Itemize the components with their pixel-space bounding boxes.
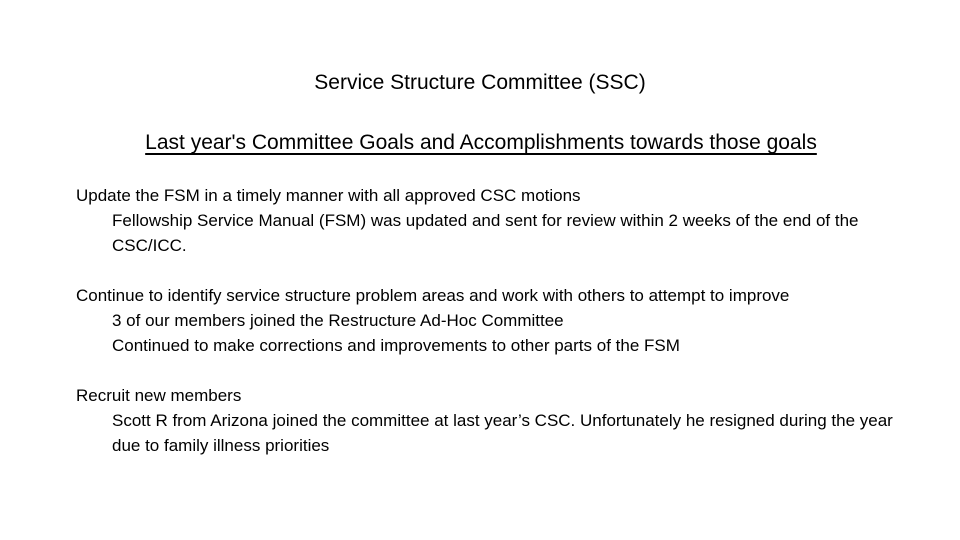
goal-block bbox=[76, 383, 896, 458]
goal-text: Continue to identify service structure problem areas and work with others to attempt to improve bbox=[76, 286, 790, 305]
goal-block bbox=[76, 283, 896, 358]
goal-text: Update the FSM in a timely manner with all approved CSC motions bbox=[76, 186, 581, 205]
accomplishment-item: Fellowship Service Manual (FSM) was updated and sent for review within 2 weeks of the end of the CSC/ICC. bbox=[112, 211, 859, 255]
slide-title: Service Structure Committee (SSC) bbox=[314, 71, 646, 94]
goals-list bbox=[76, 183, 896, 483]
accomplishment-item: 3 of our members joined the Restructure Ad-Hoc Committee bbox=[112, 311, 564, 330]
goal-block bbox=[76, 183, 896, 258]
slide-subtitle: Last year's Committee Goals and Accomplishments towards those goals bbox=[145, 131, 817, 154]
accomplishment-item: Continued to make corrections and improvements to other parts of the FSM bbox=[112, 336, 680, 355]
accomplishment-item: Scott R from Arizona joined the committee at last year’s CSC. Unfortunately he resigned during the year due to family illness priorities bbox=[112, 411, 893, 455]
goal-text: Recruit new members bbox=[76, 386, 242, 405]
